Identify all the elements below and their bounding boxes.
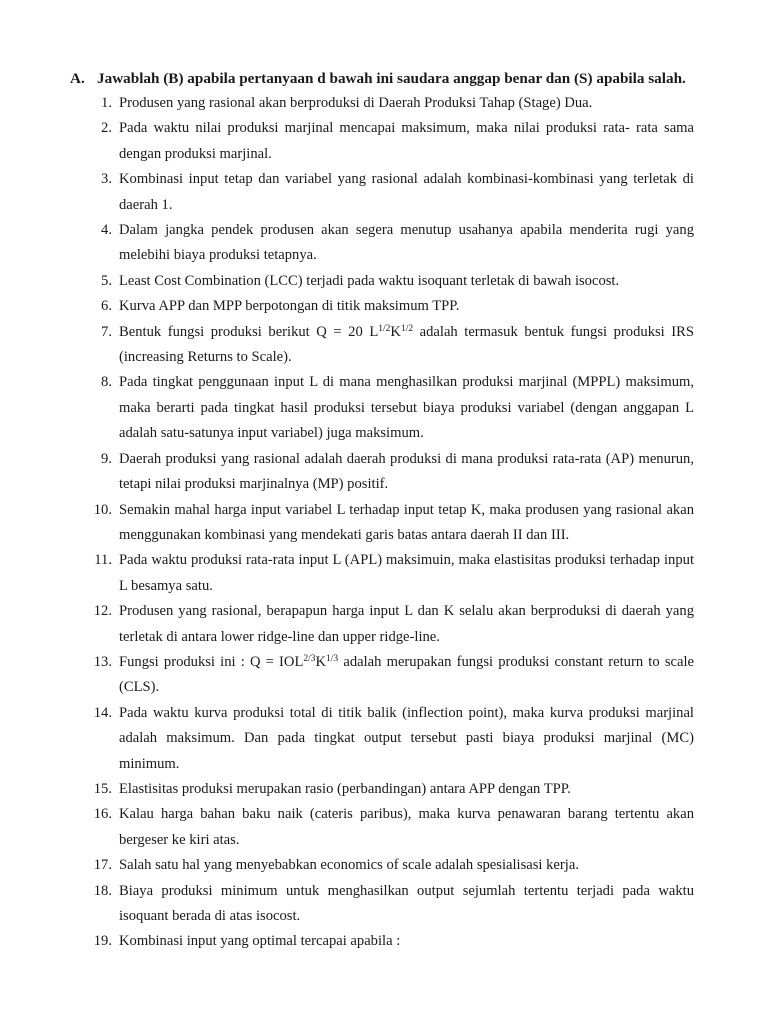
text-segment: Produsen yang rasional, berapapun harga input L dan K selalu akan berproduksi di daerah yang terletak di antara lower ridge-line dan upper ridge-line.: [119, 603, 694, 645]
question-text: [119, 879, 694, 930]
question-number: 17.: [93, 857, 112, 874]
question-number: 11.: [94, 552, 112, 569]
text-segment: Salah satu hal yang menyebabkan economics of scale adalah spesialisasi kerja.: [119, 857, 579, 874]
text-segment: Kurva APP dan MPP berpotongan di titik maksimum TPP.: [119, 298, 460, 315]
question-number: 5.: [101, 272, 112, 289]
text-segment: Kombinasi input tetap dan variabel yang rasional adalah kombinasi-kombinasi yang terletak di daerah 1.: [119, 171, 694, 213]
question-text: [119, 320, 694, 371]
question-number: 15.: [93, 780, 112, 797]
text-segment: Daerah produksi yang rasional adalah daerah produksi di mana produksi rata-rata (AP) menurun, tetapi nilai produksi marjinalnya (MP) positif.: [119, 450, 694, 493]
section-title: Jawablah (B) apabila pertanyaan d bawah ini saudara anggap benar dan (S) apabila salah.: [97, 70, 686, 87]
question-item: [0, 879, 768, 930]
question-text: [119, 370, 694, 446]
question-text: [119, 599, 694, 650]
question-text: [119, 802, 694, 853]
question-item: [0, 167, 768, 218]
question-number: 7.: [101, 323, 112, 340]
question-text: [119, 167, 694, 218]
question-text: [119, 116, 694, 167]
exponent: 1/2: [378, 323, 391, 334]
exponent: 1/2: [400, 323, 414, 334]
question-item: [0, 320, 768, 371]
question-text: [119, 447, 694, 498]
question-text: [119, 853, 694, 878]
question-number: 4.: [101, 222, 112, 239]
exponent: 1/3: [326, 653, 339, 664]
text-segment: Pada tingkat penggunaan input L di mana menghasilkan produksi marjinal (MPPL) maksimum, maka berarti pada tingkat hasil produksi tersebut biaya produksi variabel (dengan anggapan L adalah satu-satunya input variabel) juga maksimum.: [119, 374, 694, 442]
question-number: 18.: [93, 882, 112, 899]
question-item: [0, 853, 768, 878]
question-number: 19.: [93, 933, 112, 950]
question-text: [119, 294, 694, 319]
text-segment: Kombinasi input yang optimal tercapai apabila :: [119, 933, 401, 950]
question-item: [0, 218, 768, 269]
question-item: [0, 650, 768, 701]
section-letter: A.: [70, 70, 85, 87]
text-segment: Pada waktu nilai produksi marjinal mencapai maksimum, maka nilai produksi rata- rata sama dengan produksi marjinal.: [119, 120, 694, 162]
text-segment: Dalam jangka pendek produsen akan segera menutup usahanya apabila menderita rugi yang melebihi biaya produksi tetapnya.: [119, 222, 694, 264]
question-text: [119, 269, 694, 294]
text-segment: Least Cost Combination (LCC) terjadi pada waktu isoquant terletak di bawah isocost.: [119, 272, 620, 289]
question-text: [119, 91, 694, 116]
text-segment: K: [390, 323, 401, 340]
question-number: 13.: [93, 653, 112, 670]
text-segment: Bentuk fungsi produksi berikut Q = 20 L: [119, 323, 379, 340]
text-segment: Pada waktu produksi rata-rata input L (APL) maksimuin, maka elastisitas produksi terhadap input L besamya satu.: [119, 552, 694, 594]
question-text: [119, 218, 694, 269]
question-number: 6.: [101, 298, 112, 315]
question-item: [0, 116, 768, 167]
question-item: [0, 777, 768, 802]
text-segment: Semakin mahal harga input variabel L terhadap input tetap K, maka produsen yang rasional akan menggunakan kombinasi yang mendekati garis batas antara daerah II dan III.: [119, 501, 694, 543]
text-segment: K: [315, 653, 327, 670]
text-segment: adalah termasuk bentuk fungsi produksi IRS (increasing Returns to Scale).: [119, 323, 694, 366]
question-item: [0, 498, 768, 549]
text-segment: adalah merupakan fungsi produksi constant return to scale (CLS).: [119, 653, 694, 696]
question-text: [119, 701, 694, 777]
text-segment: Kalau harga bahan baku naik (cateris paribus), maka kurva penawaran barang tertentu akan bergeser ke kiri atas.: [119, 806, 694, 848]
text-segment: Pada waktu kurva produksi total di titik balik (inflection point), maka kurva produksi marjinal adalah maksimum. Dan pada tingkat output tersebut pasti biaya produksi marjinal (MC) minimum.: [119, 704, 694, 772]
question-item: [0, 548, 768, 599]
exponent: 2/3: [303, 653, 316, 664]
question-number: 3.: [101, 171, 112, 188]
question-item: [0, 802, 768, 853]
question-item: [0, 599, 768, 650]
question-number: 10.: [93, 501, 112, 518]
question-number: 8.: [101, 374, 112, 391]
question-text: [119, 650, 694, 701]
text-segment: Fungsi produksi ini : Q = IOL: [119, 653, 304, 670]
question-number: 1.: [101, 95, 112, 111]
question-item: [0, 701, 768, 777]
question-number: 16.: [93, 806, 112, 823]
question-text: [119, 548, 694, 599]
text-segment: Elastisitas produksi merupakan rasio (perbandingan) antara APP dengan TPP.: [119, 780, 571, 797]
question-number: 14.: [93, 704, 112, 721]
question-text: [119, 777, 694, 802]
question-item: [0, 269, 768, 294]
question-text: [119, 929, 694, 954]
question-item: [0, 91, 768, 116]
question-item: [0, 447, 768, 498]
text-segment: Biaya produksi minimum untuk menghasilkan output sejumlah tertentu terjadi pada waktu isoquant berada di atas isocost.: [119, 882, 694, 924]
text-segment: Produsen yang rasional akan berproduksi di Daerah Produksi Tahap (Stage) Dua.: [119, 95, 593, 111]
question-number: 2.: [101, 120, 112, 137]
question-number: 9.: [101, 450, 112, 467]
question-list: [0, 91, 768, 955]
question-item: [0, 370, 768, 446]
question-item: [0, 294, 768, 319]
question-item: [0, 929, 768, 954]
section-heading: [70, 66, 700, 91]
question-text: [119, 498, 694, 549]
question-number: 12.: [93, 603, 112, 620]
